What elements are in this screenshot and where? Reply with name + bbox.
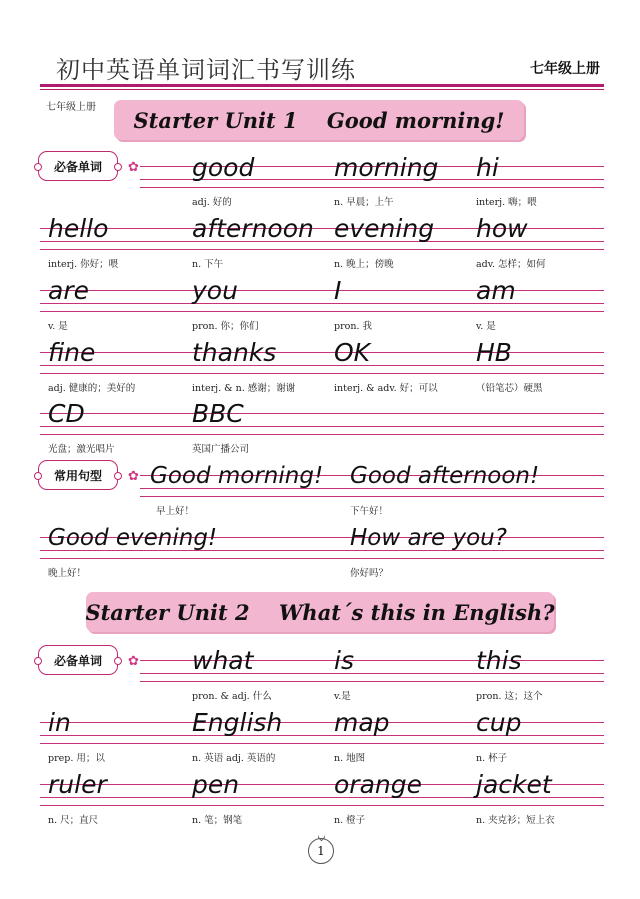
word: is	[334, 646, 354, 675]
word: hi	[476, 153, 499, 182]
gloss: n. 尺；直尺	[48, 815, 99, 826]
gloss: pron. 这；这个	[476, 691, 543, 702]
sentence: Good afternoon!	[350, 463, 540, 489]
gloss: 早上好！	[156, 506, 195, 517]
word: OK	[334, 338, 371, 367]
flower-icon: ✿	[128, 160, 139, 175]
line	[40, 365, 604, 366]
unit2-vocab-label: 必备单词	[38, 645, 118, 675]
gloss: n. 杯子	[476, 753, 508, 764]
word: cup	[476, 708, 522, 737]
word: what	[192, 646, 254, 675]
gloss: n. 晚上；傍晚	[334, 259, 394, 270]
line	[40, 558, 604, 559]
gloss: adj. 好的	[192, 197, 232, 208]
gloss: 晚上好！	[48, 568, 87, 579]
word: I	[334, 276, 342, 305]
sentence: How are you?	[350, 525, 507, 551]
line	[40, 249, 604, 250]
line	[40, 413, 604, 414]
gloss: interj. 嗨；喂	[476, 197, 537, 208]
gloss: pron. 你；你们	[192, 321, 259, 332]
gloss: interj. 你好；喂	[48, 259, 119, 270]
word: this	[476, 646, 522, 675]
line	[40, 426, 604, 427]
line	[40, 805, 604, 806]
gloss: v. 是	[476, 321, 496, 332]
gloss: pron. & adj. 什么	[192, 691, 272, 702]
word: ruler	[48, 770, 107, 799]
gloss: v. 是	[48, 321, 68, 332]
gloss: 光盘；激光唱片	[48, 444, 115, 455]
word: good	[192, 153, 255, 182]
word: you	[192, 276, 238, 305]
word: HB	[476, 338, 512, 367]
word: English	[192, 708, 283, 737]
gloss: 下午好！	[350, 506, 389, 517]
line	[140, 187, 604, 188]
word: pen	[192, 770, 240, 799]
word: fine	[48, 338, 96, 367]
header-grade: 七年级上册	[530, 61, 600, 77]
flower-icon: ✿	[128, 469, 139, 484]
word: how	[476, 214, 528, 243]
page-number: 1	[308, 838, 334, 864]
gloss: 你好吗？	[350, 568, 389, 579]
gloss: v.是	[334, 691, 351, 702]
gloss: adv. 怎样；如何	[476, 259, 546, 270]
word: BBC	[192, 399, 244, 428]
gloss: interj. & n. 感谢；谢谢	[192, 383, 296, 394]
unit1-vocab-label: 必备单词	[38, 151, 118, 181]
line	[140, 681, 604, 682]
sentence: Good evening!	[48, 525, 218, 551]
gloss: n. 下午	[192, 259, 224, 270]
gloss: pron. 我	[334, 321, 373, 332]
grade-small-label: 七年级上册	[46, 102, 96, 113]
unit2-title: Starter Unit 2 What´s this in English?	[85, 599, 555, 625]
header-rule	[40, 84, 604, 87]
line	[40, 303, 604, 304]
sentence: Good morning!	[150, 463, 324, 489]
header-title: 初中英语单词词汇书写训练	[56, 56, 356, 84]
gloss: n. 早晨；上午	[334, 197, 394, 208]
gloss: n. 笔；钢笔	[192, 815, 243, 826]
unit1-banner	[114, 100, 524, 140]
line	[40, 743, 604, 744]
line	[40, 311, 604, 312]
word: hello	[48, 214, 109, 243]
word: in	[48, 708, 71, 737]
gloss: adj. 健康的；美好的	[48, 383, 136, 394]
word: CD	[48, 399, 85, 428]
word: thanks	[192, 338, 277, 367]
gloss: 英国广播公司	[192, 444, 250, 455]
word: evening	[334, 214, 435, 243]
unit2-banner	[86, 592, 554, 632]
gloss: n. 地图	[334, 753, 366, 764]
gloss: interj. & adv. 好；可以	[334, 383, 438, 394]
header-rule-thin	[40, 89, 604, 90]
word: map	[334, 708, 390, 737]
gloss: n. 橙子	[334, 815, 366, 826]
word: am	[476, 276, 516, 305]
unit1-title: Starter Unit 1 Good morning!	[133, 107, 505, 133]
word: orange	[334, 770, 422, 799]
word: jacket	[476, 770, 552, 799]
gloss: n. 夹克衫；短上衣	[476, 815, 555, 826]
word: afternoon	[192, 214, 314, 243]
line	[40, 434, 604, 435]
line	[40, 290, 604, 291]
word: are	[48, 276, 89, 305]
gloss: （铅笔芯）硬黑	[476, 383, 543, 394]
flower-icon: ✿	[128, 654, 139, 669]
line	[140, 496, 604, 497]
word: morning	[334, 153, 439, 182]
line	[40, 352, 604, 353]
line	[40, 373, 604, 374]
unit1-sentence-label: 常用句型	[38, 460, 118, 490]
gloss: prep. 用；以	[48, 753, 105, 764]
gloss: n. 英语 adj. 英语的	[192, 753, 276, 764]
